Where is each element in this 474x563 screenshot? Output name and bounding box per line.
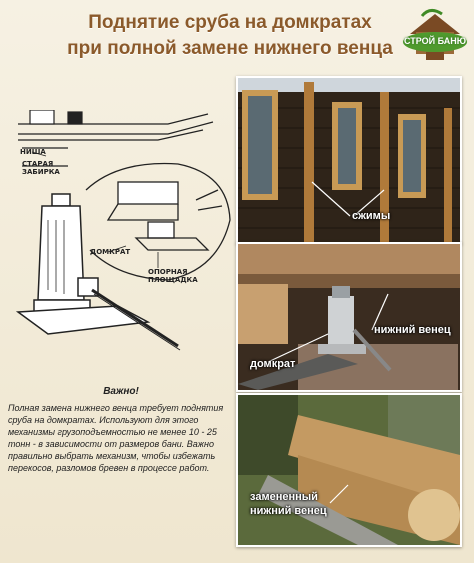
title-line-2: при полной замене нижнего венца <box>67 38 393 59</box>
title-line-1: Поднятие сруба на домкратах <box>88 12 372 33</box>
callout-replaced-line1: замененный <box>250 491 318 503</box>
label-pad-line2: ПЛОЩАДКА <box>148 276 198 284</box>
callout-clamps: сжимы <box>352 210 391 222</box>
callout-replaced-line2: нижний венец <box>250 505 327 517</box>
jack-diagram <box>8 110 234 374</box>
label-nisha: НИША <box>20 148 46 156</box>
photo-jack-under-log <box>236 242 462 392</box>
label-old-line2: ЗАБИРКА <box>22 168 60 176</box>
callout-jack: домкрат <box>250 358 296 370</box>
bathhouse-logo-icon <box>402 6 468 64</box>
replaced-log-image <box>238 395 460 545</box>
photo-house-clamps <box>236 76 462 244</box>
logo-label: СТРОЙ БАНЮ <box>403 36 467 46</box>
label-pad-line1: ОПОРНАЯ <box>148 268 188 276</box>
page-title <box>40 10 420 62</box>
important-text: Полная замена нижнего венца требует поднятия сруба на домкратах. Используют для этого механизмы грузоподъемностью не менее 10 - 25 тонн - в зависимости от размеров бани. Важно правильно выбрать механизм, чтобы избежать перекосов, разломов бревен в процессе работ. <box>8 403 224 473</box>
photo-replaced-log <box>236 393 462 547</box>
callout-bottom-log: нижний венец <box>374 324 451 336</box>
house-wall-image <box>238 78 460 242</box>
label-jack: ДОМКРАТ <box>90 248 131 256</box>
brand-logo <box>402 6 468 64</box>
label-old-line1: СТАРАЯ <box>22 160 54 168</box>
important-heading: Важно! <box>103 386 139 397</box>
